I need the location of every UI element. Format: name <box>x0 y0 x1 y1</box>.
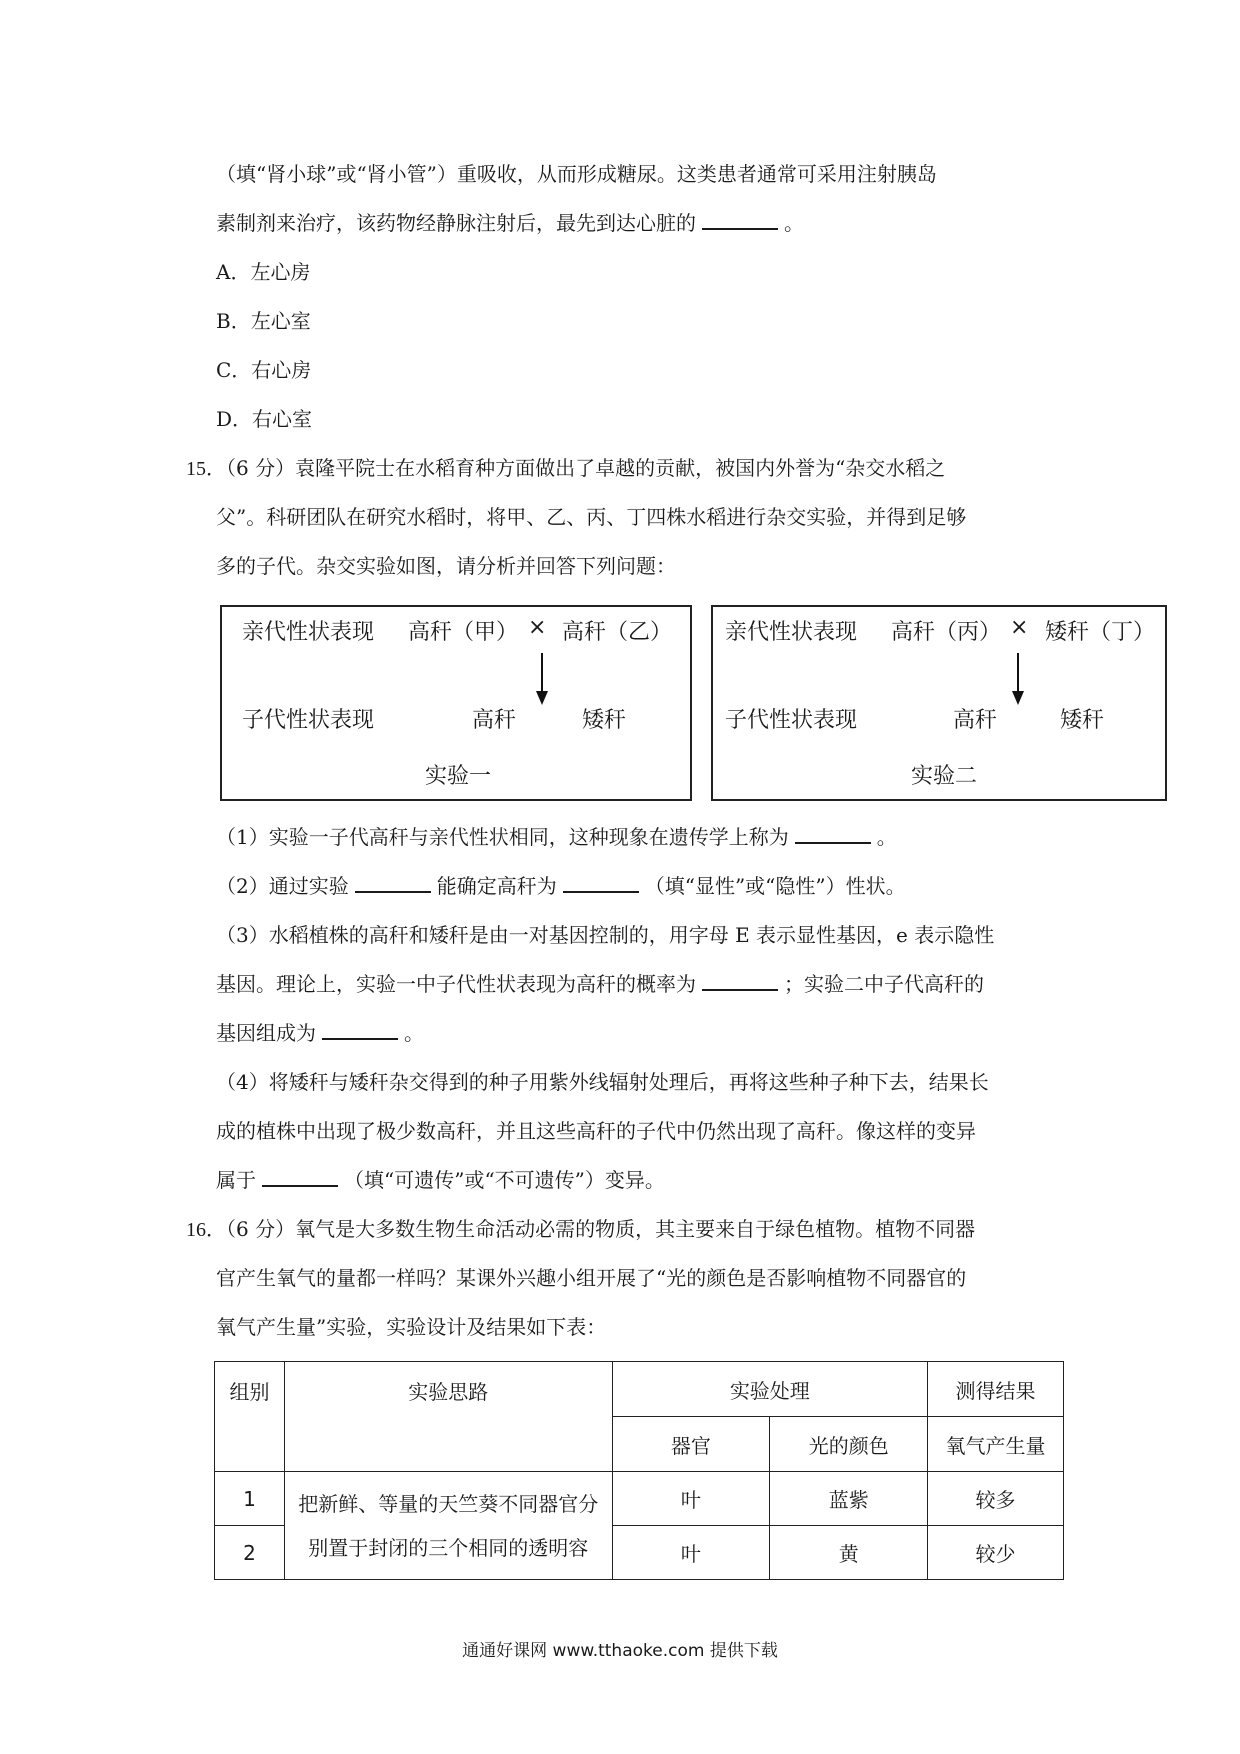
idea-line-2: 别置于封闭的三个相同的透明容 <box>308 1536 589 1560</box>
cell-oxygen: 较多 <box>928 1472 1064 1526</box>
exp1-cross-sign: × <box>528 615 547 640</box>
exp2-arrow-head <box>1012 691 1024 705</box>
idea-line-1: 把新鲜、等量的天竺葵不同器官分 <box>298 1492 599 1516</box>
option-a: A．左心房 <box>216 260 311 284</box>
exp2-arrow-line <box>1017 653 1019 693</box>
q15-sub-3-line-3-text: 基因组成为 <box>216 1021 316 1045</box>
exp1-parent-label: 亲代性状表现 <box>242 620 375 645</box>
q16-number: 16． <box>186 1219 226 1241</box>
exp2-parent-label: 亲代性状表现 <box>725 620 858 645</box>
experiment-2-box <box>711 605 1167 801</box>
q15-sub-2-c: （填“显性”或“隐性”）性状。 <box>644 874 906 898</box>
q15-sub-1 <box>216 823 897 851</box>
exp1-child-b: 矮秆 <box>582 708 627 733</box>
cell-idea <box>284 1472 612 1580</box>
header-treatment: 实验处理 <box>612 1362 928 1417</box>
q15-sub-3-line-2-b: ；实验二中子代高秆的 <box>784 972 984 996</box>
q15-sub-2-a: （2）通过实验 <box>216 874 349 898</box>
exp2-child-b: 矮秆 <box>1060 708 1105 733</box>
table-row <box>215 1472 1064 1526</box>
q15-sub-2-b: 能确定高秆为 <box>436 874 557 898</box>
option-b: B．左心室 <box>216 309 311 333</box>
cell-group: 1 <box>215 1472 285 1526</box>
header-group: 组别 <box>215 1362 285 1472</box>
option-d: D．右心室 <box>216 407 313 431</box>
q15-sub-4-line-3 <box>216 1166 665 1194</box>
header-oxygen: 氧气产生量 <box>928 1417 1064 1472</box>
exp2-child-a: 高秆 <box>953 708 998 733</box>
page-footer: 通通好课网 www.tthaoke.com 提供下载 <box>462 1641 778 1661</box>
option-c: C．右心房 <box>216 358 312 382</box>
answer-blank[interactable] <box>355 873 431 893</box>
exp1-title: 实验一 <box>425 764 492 789</box>
q15-sub-1-end: 。 <box>876 825 897 849</box>
experiment-table <box>214 1361 1064 1580</box>
q15-sub-4-line-2: 成的植株中出现了极少数高秆，并且这些高秆的子代中仍然出现了高秆。像这样的变异 <box>216 1119 976 1143</box>
exp1-child-a: 高秆 <box>472 708 517 733</box>
q16-line-1 <box>186 1215 975 1244</box>
q15-sub-4-line-1: （4）将矮秆与矮秆杂交得到的种子用紫外线辐射处理后，再将这些种子种下去，结果长 <box>216 1070 989 1094</box>
q15-sub-4-line-3-b: （填“可遗传”或“不可遗传”）变异。 <box>344 1168 665 1192</box>
header-light: 光的颜色 <box>770 1417 928 1472</box>
q16-line-3: 氧气产生量”实验，实验设计及结果如下表： <box>216 1315 607 1339</box>
cell-organ: 叶 <box>612 1472 770 1526</box>
answer-blank[interactable] <box>702 210 778 230</box>
answer-blank[interactable] <box>563 873 639 893</box>
q15-line-3: 多的子代。杂交实验如图，请分析并回答下列问题： <box>216 554 676 578</box>
exp2-cross-sign: × <box>1010 615 1029 640</box>
experiment-1-box <box>220 605 692 801</box>
exp1-parent-a: 高秆（甲） <box>408 620 519 645</box>
exp1-arrow-head <box>536 691 548 705</box>
q15-sub-3-line-3 <box>216 1019 424 1047</box>
answer-blank[interactable] <box>322 1020 398 1040</box>
exp2-parent-a: 高秆（丙） <box>891 620 1002 645</box>
answer-blank[interactable] <box>262 1167 338 1187</box>
exp1-child-label: 子代性状表现 <box>242 708 375 733</box>
q15-sub-4-line-3-a: 属于 <box>216 1168 256 1192</box>
q15-number: 15． <box>186 458 226 480</box>
exp2-child-label: 子代性状表现 <box>725 708 858 733</box>
q15-line-1-text: （6 分）袁隆平院士在水稻育种方面做出了卓越的贡献，被国内外誉为“杂交水稻之 <box>226 456 946 480</box>
exp1-arrow-line <box>541 653 543 693</box>
exp2-parent-b: 矮秆（丁） <box>1045 620 1156 645</box>
q15-sub-2 <box>216 872 906 900</box>
header-organ: 器官 <box>612 1417 770 1472</box>
cell-organ: 叶 <box>612 1526 770 1580</box>
answer-blank[interactable] <box>702 971 778 991</box>
q16-line-2: 官产生氧气的量都一样吗？某课外兴趣小组开展了“光的颜色是否影响植物不同器官的 <box>216 1266 967 1290</box>
cell-light: 蓝紫 <box>770 1472 928 1526</box>
q15-line-1 <box>186 454 945 483</box>
cell-group: 2 <box>215 1526 285 1580</box>
header-result: 测得结果 <box>928 1362 1064 1417</box>
q14-line-1: （填“肾小球”或“肾小管”）重吸收，从而形成糖尿。这类患者通常可采用注射胰岛 <box>216 162 937 186</box>
q14-line-2 <box>216 209 804 237</box>
q15-sub-3-line-1: （3）水稻植株的高秆和矮秆是由一对基因控制的，用字母 E 表示显性基因，e 表示隐性 <box>216 923 995 947</box>
q15-sub-3-line-2 <box>216 970 984 998</box>
answer-blank[interactable] <box>795 824 871 844</box>
exp1-parent-b: 高秆（乙） <box>562 620 673 645</box>
q15-sub-1-text: （1）实验一子代高秆与亲代性状相同，这种现象在遗传学上称为 <box>216 825 789 849</box>
q15-line-2: 父”。科研团队在研究水稻时，将甲、乙、丙、丁四株水稻进行杂交实验，并得到足够 <box>216 505 967 529</box>
q15-sub-3-line-3-end: 。 <box>404 1021 424 1045</box>
q15-sub-3-line-2-a: 基因。理论上，实验一中子代性状表现为高秆的概率为 <box>216 972 696 996</box>
q14-line-2-end: 。 <box>784 211 804 235</box>
exp2-title: 实验二 <box>911 764 978 789</box>
header-idea: 实验思路 <box>284 1362 612 1472</box>
cell-oxygen: 较少 <box>928 1526 1064 1580</box>
q16-line-1-text: （6 分）氧气是大多数生物生命活动必需的物质，其主要来自于绿色植物。植物不同器 <box>226 1217 976 1241</box>
q14-line-2-text: 素制剂来治疗，该药物经静脉注射后，最先到达心脏的 <box>216 211 696 235</box>
cell-light: 黄 <box>770 1526 928 1580</box>
